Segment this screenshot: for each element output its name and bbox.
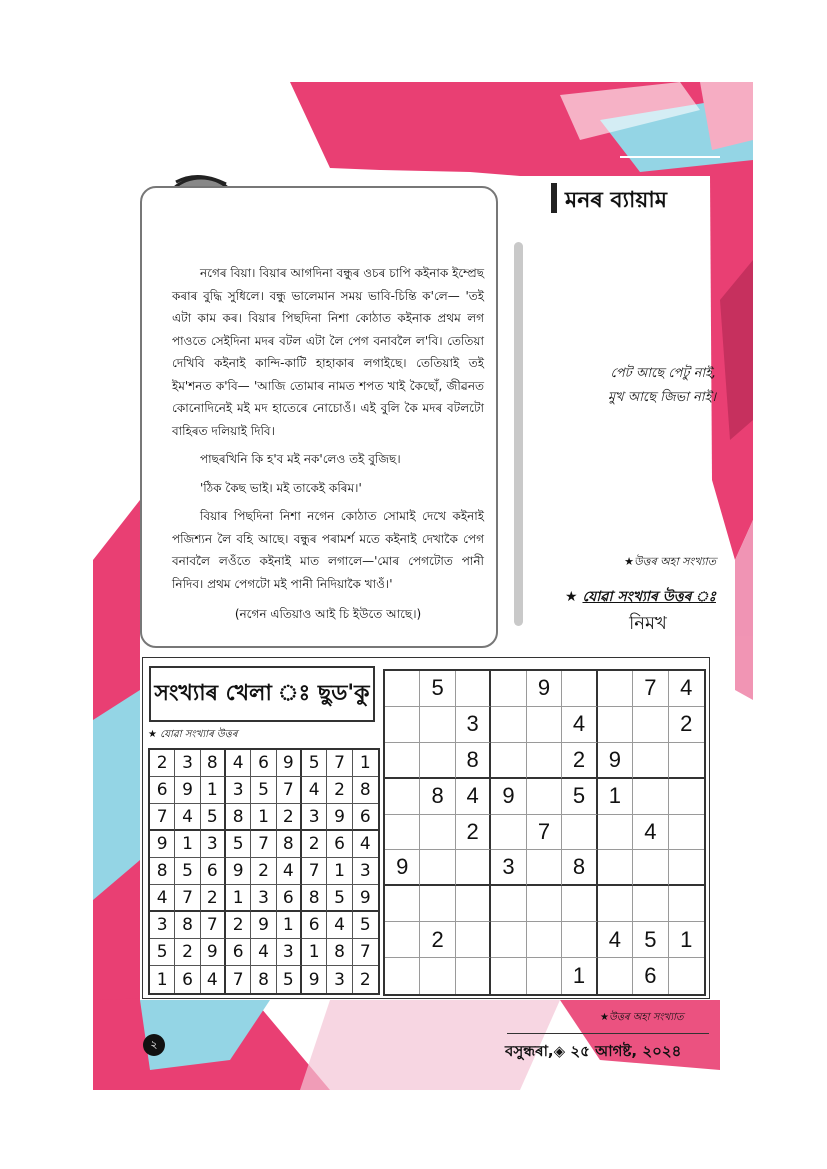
sudoku-cell[interactable]: 2: [562, 743, 597, 779]
sudoku-cell[interactable]: [669, 958, 704, 994]
joke-paragraph: বিয়াৰ পিছদিনা নিশা নগেন কোঠাত সোমাই দেখে কইনাই পজিশ্যন লৈ বহি আছে। বন্ধুৰ পৰামৰ্শ মতে কইনাই দেখাকৈ পেগ বনাবলৈ লওঁতে কইনাই মাত লগালে—'মোৰ পেগটোত পানী নিদিব। প্ৰথম পেগটো মই পানী নিদিয়াকৈ খাওঁ।': [172, 509, 484, 591]
solution-cell: 8: [226, 804, 251, 831]
solution-cell: 8: [302, 885, 327, 912]
sudoku-cell[interactable]: 2: [669, 707, 704, 743]
sudoku-cell[interactable]: 7: [633, 671, 668, 707]
solution-cell: 9: [226, 858, 251, 885]
previous-answer-label: যোৱা সংখ্যাৰ উত্তৰ ঃ: [582, 589, 716, 605]
sudoku-cell[interactable]: [527, 850, 562, 886]
solution-cell: 8: [327, 939, 352, 966]
publication-info: বসুন্ধৰা,◈ ২৫ আগষ্ট, ২০২৪: [505, 1042, 682, 1060]
sudoku-cell[interactable]: [669, 743, 704, 779]
sudoku-cell[interactable]: 4: [598, 922, 633, 958]
sudoku-cell[interactable]: [385, 707, 420, 743]
solution-cell: 3: [251, 885, 276, 912]
section-title: মনৰ ব্যায়াম: [565, 188, 667, 213]
solution-cell: 6: [251, 750, 276, 777]
solution-cell: 3: [226, 777, 251, 804]
solution-cell: 7: [175, 885, 200, 912]
sudoku-cell[interactable]: [527, 886, 562, 922]
solution-cell: 9: [175, 777, 200, 804]
solution-cell: 2: [277, 804, 302, 831]
sudoku-cell[interactable]: [527, 779, 562, 815]
sudoku-title: সংখ্যাৰ খেলা ঃ ছুড'কু: [149, 666, 375, 722]
sudoku-cell[interactable]: [527, 707, 562, 743]
riddle-line: মুখ আছে জিভা নাই।: [607, 390, 716, 405]
sudoku-cell[interactable]: 9: [385, 850, 420, 886]
sudoku-cell[interactable]: [456, 850, 491, 886]
solution-cell: 2: [327, 777, 352, 804]
sudoku-cell[interactable]: [491, 815, 526, 851]
solution-cell: 9: [353, 885, 378, 912]
solution-cell: 9: [201, 939, 226, 966]
solution-cell: 1: [175, 831, 200, 858]
sudoku-cell[interactable]: [669, 779, 704, 815]
solution-cell: 1: [226, 885, 251, 912]
solution-cell: 4: [327, 912, 352, 939]
solution-cell: 3: [353, 858, 378, 885]
sudoku-cell[interactable]: 4: [669, 671, 704, 707]
solution-cell: 5: [327, 885, 352, 912]
riddle-text: [520, 362, 716, 410]
solution-cell: 8: [277, 831, 302, 858]
solution-cell: 7: [327, 750, 352, 777]
sudoku-cell[interactable]: [633, 743, 668, 779]
solution-cell: 5: [302, 750, 327, 777]
sudoku-cell[interactable]: 8: [420, 779, 455, 815]
previous-answer-heading: [520, 585, 716, 609]
solution-cell: 9: [277, 750, 302, 777]
page-number: ২: [143, 1034, 165, 1056]
sudoku-cell[interactable]: 1: [669, 922, 704, 958]
sudoku-cell[interactable]: 4: [633, 815, 668, 851]
sudoku-cell[interactable]: [633, 707, 668, 743]
solution-cell: 1: [150, 966, 175, 993]
sudoku-answer-hint: ★উত্তৰ অহা সংখ্যাত: [600, 1012, 684, 1023]
solution-cell: 3: [302, 804, 327, 831]
solution-cell: 5: [175, 858, 200, 885]
riddle-line: পেট আছে পেটু নাই,: [610, 366, 716, 381]
solution-cell: 1: [327, 858, 352, 885]
sudoku-cell[interactable]: 5: [420, 671, 455, 707]
joke-text: [172, 262, 484, 632]
solution-cell: 1: [201, 777, 226, 804]
solution-cell: 4: [201, 966, 226, 993]
sudoku-cell[interactable]: 9: [491, 779, 526, 815]
sudoku-cell[interactable]: 7: [527, 815, 562, 851]
solution-cell: 1: [251, 804, 276, 831]
sudoku-cell[interactable]: [491, 743, 526, 779]
sudoku-cell[interactable]: 8: [456, 743, 491, 779]
solution-cell: 5: [201, 804, 226, 831]
sudoku-cell[interactable]: [598, 671, 633, 707]
solution-cell: 9: [327, 804, 352, 831]
solution-cell: 4: [175, 804, 200, 831]
sudoku-cell[interactable]: [669, 850, 704, 886]
sudoku-cell[interactable]: 8: [562, 850, 597, 886]
solution-cell: 9: [302, 966, 327, 993]
solution-cell: 6: [226, 939, 251, 966]
solution-cell: 3: [150, 912, 175, 939]
sudoku-cell[interactable]: [562, 886, 597, 922]
solution-cell: 2: [150, 750, 175, 777]
solution-cell: 1: [353, 750, 378, 777]
sudoku-cell[interactable]: 4: [562, 707, 597, 743]
sudoku-cell[interactable]: 4: [456, 779, 491, 815]
sudoku-cell[interactable]: [420, 850, 455, 886]
solution-cell: 4: [251, 939, 276, 966]
sudoku-cell[interactable]: 6: [633, 958, 668, 994]
solution-cell: 7: [150, 804, 175, 831]
sudoku-cell[interactable]: [420, 958, 455, 994]
sudoku-cell[interactable]: [669, 886, 704, 922]
sudoku-cell[interactable]: [491, 922, 526, 958]
solution-cell: 9: [251, 912, 276, 939]
sudoku-cell[interactable]: [420, 886, 455, 922]
sudoku-cell[interactable]: [385, 815, 420, 851]
solution-cell: 6: [277, 885, 302, 912]
solution-cell: 3: [175, 750, 200, 777]
solution-cell: 3: [327, 966, 352, 993]
solution-cell: 2: [302, 831, 327, 858]
solution-cell: 4: [302, 777, 327, 804]
solution-cell: 8: [201, 750, 226, 777]
previous-answer: নিমখ: [629, 613, 667, 634]
sudoku-cell[interactable]: [491, 707, 526, 743]
solution-cell: 5: [251, 777, 276, 804]
solution-cell: 8: [150, 858, 175, 885]
solution-cell: 1: [277, 912, 302, 939]
solution-cell: 8: [251, 966, 276, 993]
solution-cell: 7: [302, 858, 327, 885]
sudoku-cell[interactable]: [385, 779, 420, 815]
sudoku-cell[interactable]: [562, 671, 597, 707]
sudoku-cell[interactable]: [491, 671, 526, 707]
solution-cell: 4: [226, 750, 251, 777]
sudoku-cell[interactable]: [385, 743, 420, 779]
solution-cell: 2: [175, 939, 200, 966]
sudoku-cell[interactable]: [598, 958, 633, 994]
solution-cell: 5: [150, 939, 175, 966]
sudoku-cell[interactable]: [420, 707, 455, 743]
star-icon: ★: [565, 589, 578, 605]
solution-cell: 2: [201, 885, 226, 912]
sudoku-cell[interactable]: [420, 815, 455, 851]
sudoku-cell[interactable]: [633, 850, 668, 886]
previous-solution-label: ★ যোৱা সংখ্যাৰ উত্তৰ: [148, 729, 238, 740]
sudoku-cell[interactable]: [385, 958, 420, 994]
sudoku-cell[interactable]: [456, 886, 491, 922]
solution-cell: 8: [353, 777, 378, 804]
sudoku-cell[interactable]: 5: [562, 779, 597, 815]
solution-cell: 6: [175, 966, 200, 993]
sudoku-cell[interactable]: [598, 815, 633, 851]
sudoku-grid: [383, 669, 706, 996]
solution-cell: 7: [226, 966, 251, 993]
solution-cell: 6: [150, 777, 175, 804]
sudoku-cell[interactable]: [456, 958, 491, 994]
sudoku-cell[interactable]: 1: [598, 779, 633, 815]
sudoku-cell[interactable]: 2: [420, 922, 455, 958]
sudoku-cell[interactable]: 9: [598, 743, 633, 779]
sudoku-cell[interactable]: [385, 922, 420, 958]
sudoku-cell[interactable]: 3: [456, 707, 491, 743]
joke-paragraph: 'ঠিক কৈছ ভাই। মই তাকেই কৰিম।': [200, 480, 362, 495]
sudoku-cell[interactable]: [598, 886, 633, 922]
sudoku-cell[interactable]: [527, 922, 562, 958]
sudoku-cell[interactable]: [456, 922, 491, 958]
sudoku-cell[interactable]: [633, 886, 668, 922]
sudoku-cell[interactable]: 3: [491, 850, 526, 886]
solution-cell: 2: [226, 912, 251, 939]
sudoku-cell[interactable]: [598, 850, 633, 886]
sudoku-cell[interactable]: [633, 779, 668, 815]
solution-cell: 7: [277, 777, 302, 804]
solution-cell: 3: [277, 939, 302, 966]
solution-cell: 6: [353, 804, 378, 831]
previous-solution-grid: [148, 748, 380, 995]
sudoku-cell[interactable]: [456, 671, 491, 707]
joke-paragraph: নগেৰ বিয়া। বিয়াৰ আগদিনা বন্ধুৰ ওচৰ চাপি কইনাক ইম্প্ৰেছ কৰাৰ বুদ্ধি সুধিলে। বন্ধু ভালেমান সময় ভাবি-চিন্তি ক'লে— 'তই এটা কাম কৰ। বিয়াৰ পিছদিনা নিশা কোঠাত কইনাক প্ৰথম লগ পাওতে সেইদিনা মদৰ বটল এটা লৈ পেগ বনাবলৈ ল'বি। তেতিয়া দেখিবি কইনাই কান্দি-কাটি হাহাকাৰ লগাইছে। তেতিয়াই তই ইম'শনত ক'বি— 'আজি তোমাৰ নামত শপত খাই কৈছোঁ, জীৱনত কোনোদিনেই মই মদ হাতেৰে নোচোওঁ। এই বুলি কৈ মদৰ বটলটো বাহিৰত দলিয়াই দিবি।: [172, 266, 484, 438]
sudoku-cell[interactable]: [491, 886, 526, 922]
solution-cell: 6: [201, 858, 226, 885]
sudoku-cell[interactable]: [598, 707, 633, 743]
answer-hint: ★উত্তৰ অহা সংখ্যাত: [624, 555, 716, 568]
title-marker: [551, 183, 557, 213]
solution-cell: 2: [251, 858, 276, 885]
sudoku-cell[interactable]: [562, 922, 597, 958]
joke-paragraph: পাছৰখিনি কি হ'ব মই নক'লেও তই বুজিছ।: [200, 452, 401, 466]
sudoku-cell[interactable]: [527, 743, 562, 779]
solution-cell: 1: [302, 939, 327, 966]
solution-cell: 5: [353, 912, 378, 939]
sudoku-cell[interactable]: 1: [562, 958, 597, 994]
sudoku-cell[interactable]: [385, 671, 420, 707]
solution-cell: 6: [327, 831, 352, 858]
joke-paragraph: (নগেন এতিয়াও আই চি ইউতে আছে।): [234, 607, 422, 621]
solution-cell: 8: [175, 912, 200, 939]
sudoku-cell[interactable]: [669, 815, 704, 851]
sudoku-cell[interactable]: 5: [633, 922, 668, 958]
solution-cell: 6: [302, 912, 327, 939]
sudoku-cell[interactable]: [385, 886, 420, 922]
solution-cell: 9: [150, 831, 175, 858]
sudoku-cell[interactable]: 2: [456, 815, 491, 851]
solution-cell: 2: [359, 969, 371, 990]
sudoku-cell[interactable]: [527, 958, 562, 994]
solution-cell: 4: [277, 858, 302, 885]
sudoku-cell[interactable]: 9: [527, 671, 562, 707]
solution-cell: 5: [277, 966, 302, 993]
solution-cell: 7: [251, 831, 276, 858]
solution-cell: 7: [201, 912, 226, 939]
sudoku-cell[interactable]: [420, 743, 455, 779]
solution-cell: 7: [353, 939, 378, 966]
solution-cell: 4: [150, 885, 175, 912]
solution-cell: 3: [201, 831, 226, 858]
sudoku-cell[interactable]: [491, 958, 526, 994]
solution-cell: 4: [353, 831, 378, 858]
sudoku-cell[interactable]: [562, 815, 597, 851]
footer-rule: [507, 1033, 709, 1034]
solution-cell: 5: [226, 831, 251, 858]
